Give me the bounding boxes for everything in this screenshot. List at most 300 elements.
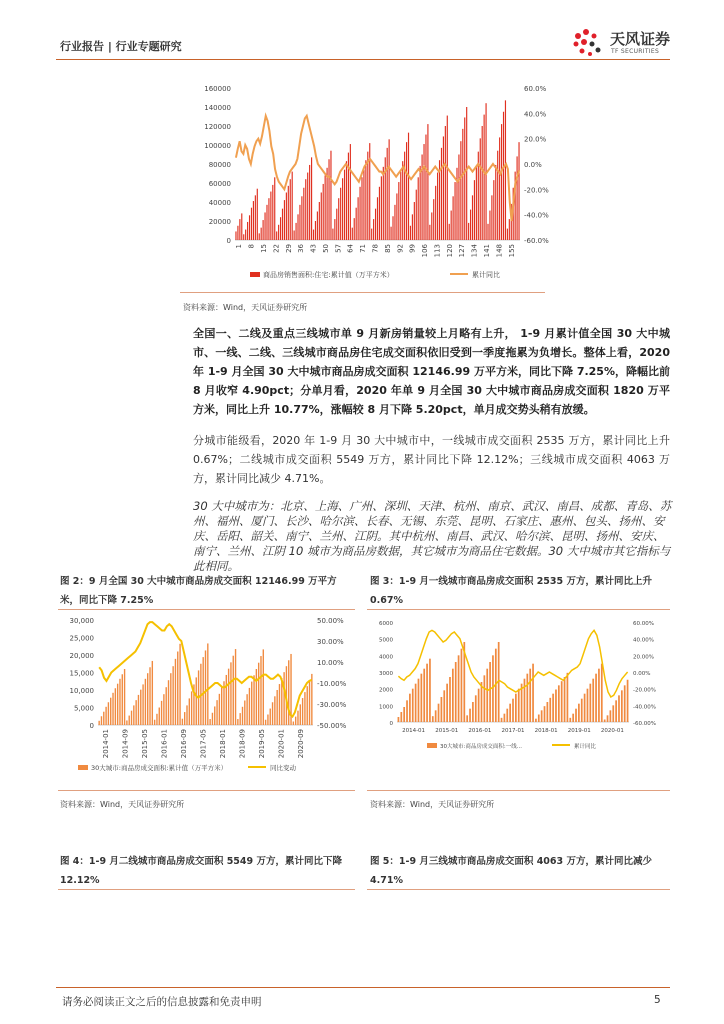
bar	[299, 205, 300, 240]
fig2-top-line	[58, 609, 355, 610]
bar	[263, 220, 264, 240]
bar	[409, 694, 411, 722]
y-left-tick-label: 15,000	[69, 669, 94, 678]
x-tick-label: 113	[433, 244, 442, 258]
fig2-title: 图 2：9 月全国 30 大中城市商品房成交面积 12146.99 万平方米，同比下降 7.25%	[60, 576, 337, 606]
bar	[481, 682, 483, 722]
fig3-bottom-line	[367, 790, 670, 791]
fig3-top-line	[367, 609, 670, 610]
fig4-title: 图 4：1-9 月二线城市商品房成交面积 5549 万方，累计同比下降 12.12%	[60, 856, 342, 886]
bar	[311, 157, 312, 240]
y-right-tick-label: 0.00%	[633, 671, 651, 677]
bar	[601, 664, 603, 722]
x-tick-label: 64	[346, 244, 355, 253]
legend-bar-label: 商品房销售面积:住宅:累计值（万平方米）	[263, 271, 394, 279]
bar	[482, 126, 483, 240]
bar	[472, 702, 474, 722]
bar	[342, 178, 343, 240]
bar	[487, 224, 488, 240]
bar	[246, 694, 247, 725]
bar	[371, 229, 372, 240]
bar	[470, 210, 471, 240]
bar	[303, 188, 304, 240]
x-tick-label: 2014-01	[101, 729, 110, 759]
bar	[484, 675, 486, 722]
bar	[367, 152, 368, 240]
chart1-source: 资料来源：Wind，天风证券研究所	[183, 303, 308, 312]
bar	[282, 209, 283, 240]
x-tick-label: 2016-01	[160, 729, 169, 759]
bar	[509, 704, 511, 722]
bar	[418, 679, 420, 722]
y-left-tick-label: 3000	[379, 671, 393, 677]
x-tick-label: 2020-09	[297, 729, 306, 759]
bar	[315, 221, 316, 240]
bar	[140, 690, 141, 725]
bar	[126, 720, 127, 725]
bar	[354, 218, 355, 240]
header-title: 行业报告 | 行业专题研究	[60, 40, 182, 53]
legend-bar-swatch	[78, 765, 88, 770]
bar	[101, 716, 102, 725]
y-left-tick-label: 0	[89, 722, 94, 730]
x-tick-label: 2018-01	[219, 729, 228, 759]
bar	[311, 674, 312, 725]
paragraph-1	[193, 324, 670, 419]
bar	[400, 172, 401, 240]
bar	[449, 677, 451, 722]
y-right-tick-label: 20.00%	[633, 654, 654, 661]
bar	[455, 662, 457, 722]
y-right-tick-label: -60.00%	[633, 721, 656, 727]
bar	[235, 231, 236, 240]
bar	[108, 702, 109, 725]
bar	[578, 704, 580, 722]
bar	[212, 713, 213, 725]
bar	[297, 214, 298, 240]
bar	[117, 684, 118, 725]
bar	[352, 228, 353, 240]
bar	[263, 649, 264, 725]
bar	[319, 202, 320, 240]
y-left-tick-label: 25,000	[69, 634, 94, 643]
bar	[129, 716, 130, 725]
bar	[122, 674, 123, 725]
bar	[466, 107, 467, 240]
bar	[475, 695, 477, 722]
bar	[418, 177, 419, 240]
bar	[515, 694, 517, 722]
bar	[624, 685, 626, 722]
bar	[138, 695, 139, 725]
bar	[429, 225, 430, 240]
y-left-tick-label: 100000	[204, 142, 231, 150]
bar	[404, 152, 405, 240]
bar	[499, 137, 500, 240]
y-left-tick-label: 80000	[208, 161, 231, 169]
bar	[154, 720, 155, 725]
bar	[149, 667, 150, 725]
bar	[489, 662, 491, 722]
bar	[239, 713, 240, 725]
x-tick-label: 85	[383, 244, 392, 253]
x-tick-label: 2017-01	[501, 728, 525, 734]
bar	[168, 680, 169, 725]
bar	[214, 706, 215, 725]
bar	[414, 202, 415, 240]
x-tick-label: 2017-05	[199, 729, 208, 759]
fig2-source: 资料来源：Wind，天风证券研究所	[60, 800, 185, 809]
bar	[295, 717, 296, 725]
bar	[274, 177, 275, 240]
y-left-tick-label: 0	[389, 721, 393, 727]
bar	[258, 663, 259, 725]
bar	[230, 662, 231, 725]
x-tick-label: 29	[284, 244, 293, 253]
bar	[462, 129, 463, 240]
bar	[226, 675, 227, 725]
bar	[241, 213, 242, 240]
bar	[272, 185, 273, 240]
bar	[98, 721, 99, 725]
bar	[429, 659, 431, 722]
bar	[412, 689, 414, 722]
bar	[177, 652, 178, 726]
bar	[253, 675, 254, 725]
bar	[410, 226, 411, 240]
bar	[458, 155, 459, 241]
bar	[423, 669, 425, 722]
bar	[406, 700, 408, 722]
bar	[558, 685, 560, 722]
bar	[493, 180, 494, 240]
bar	[295, 223, 296, 240]
bar	[233, 656, 234, 725]
bar	[156, 714, 157, 725]
bar	[604, 720, 606, 723]
bar	[383, 167, 384, 240]
bar	[443, 136, 444, 240]
bar	[607, 715, 609, 722]
bar	[412, 214, 413, 240]
bar	[526, 674, 528, 722]
bar	[280, 217, 281, 240]
bar	[478, 689, 480, 722]
bar	[431, 212, 432, 240]
y-right-tick-label: 50.00%	[317, 617, 344, 625]
bar	[304, 692, 305, 725]
bar	[564, 677, 566, 722]
bar	[598, 669, 600, 722]
bar	[186, 705, 187, 725]
bar	[283, 672, 284, 725]
y-left-tick-label: 10,000	[69, 687, 94, 695]
bar	[294, 231, 295, 241]
x-tick-label: 2014-01	[402, 728, 426, 734]
y-right-tick-label: -40.0%	[524, 211, 549, 220]
bar	[464, 117, 465, 240]
bar	[179, 644, 180, 725]
bar	[300, 704, 301, 725]
x-tick-label: 78	[371, 244, 380, 253]
bar	[175, 659, 176, 725]
bar	[506, 709, 508, 722]
bar	[350, 144, 351, 240]
bar	[589, 684, 591, 722]
bar	[244, 701, 245, 726]
y-right-tick-label: 0.0%	[524, 161, 542, 169]
bar	[189, 698, 190, 725]
bar	[390, 227, 391, 240]
bar	[363, 169, 364, 240]
bar	[518, 689, 520, 722]
bar	[159, 708, 160, 726]
footer-disclaimer: 请务必阅读正文之后的信息披露和免责申明	[62, 996, 262, 1008]
bar	[124, 669, 125, 725]
page-number: 5	[654, 994, 661, 1006]
bar	[453, 196, 454, 240]
bar	[497, 151, 498, 240]
y-right-tick-label: -40.00%	[633, 704, 656, 711]
bar	[270, 192, 271, 240]
bar	[572, 714, 574, 722]
y-left-tick-label: 4000	[379, 654, 393, 661]
bar	[359, 187, 360, 240]
bar	[486, 669, 488, 722]
header-divider	[56, 59, 670, 60]
x-tick-label: 1	[235, 244, 244, 249]
bar	[288, 186, 289, 240]
y-right-tick-label: -50.00%	[317, 722, 347, 730]
bar	[243, 234, 244, 240]
bar	[432, 716, 434, 722]
bar	[437, 173, 438, 240]
bar	[400, 712, 402, 722]
legend-line-label: 累计同比	[472, 271, 500, 279]
bar	[253, 201, 254, 240]
bar	[242, 707, 243, 725]
bar	[305, 179, 306, 240]
bar	[286, 193, 287, 241]
bar	[435, 186, 436, 240]
bar	[147, 673, 148, 725]
x-tick-label: 2016-01	[468, 728, 492, 734]
bar	[172, 666, 173, 725]
legend-bar-label: 30大城市:商品房成交面积:一线...	[440, 744, 522, 750]
bar	[569, 718, 571, 722]
bar	[184, 712, 185, 725]
bar	[627, 680, 629, 722]
legend-bar-swatch	[250, 272, 260, 277]
bar	[476, 166, 477, 240]
bar	[332, 229, 333, 240]
bar	[456, 168, 457, 240]
bar	[538, 715, 540, 723]
bar	[245, 230, 246, 240]
x-tick-label: 2016-09	[179, 729, 188, 759]
bar	[105, 707, 106, 725]
y-right-tick-label: -60.0%	[524, 237, 549, 245]
bar	[321, 193, 322, 241]
bar	[379, 187, 380, 240]
bar	[449, 224, 450, 240]
bar	[288, 660, 289, 725]
x-tick-label: 2015-05	[140, 729, 149, 759]
bar	[251, 208, 252, 240]
bar	[307, 173, 308, 240]
bar	[389, 139, 390, 240]
x-tick-label: 2020-01	[600, 728, 624, 734]
bar	[325, 175, 326, 240]
bar	[373, 219, 374, 240]
bar	[584, 694, 586, 722]
x-tick-label: 2015-01	[435, 728, 459, 734]
bar	[445, 126, 446, 240]
y-left-tick-label: 6000	[379, 621, 393, 627]
bar	[501, 718, 503, 722]
bar	[216, 700, 217, 725]
bar	[142, 684, 143, 725]
bar	[406, 142, 407, 240]
x-tick-label: 155	[507, 244, 516, 258]
bar	[587, 689, 589, 722]
bar	[270, 709, 271, 725]
x-tick-label: 99	[408, 244, 417, 253]
bar	[131, 711, 132, 725]
fig4-top-line	[58, 889, 355, 890]
y-right-tick-label: -10.00%	[317, 680, 347, 688]
footer-divider	[56, 987, 670, 988]
bar	[235, 649, 236, 725]
x-tick-label: 22	[272, 244, 281, 253]
bar	[426, 664, 428, 722]
bar	[267, 715, 268, 726]
y-left-tick-label: 0	[226, 237, 231, 245]
bar	[503, 112, 504, 240]
y-right-tick-label: -20.00%	[633, 687, 656, 694]
x-tick-label: 134	[470, 244, 479, 258]
bar	[495, 165, 496, 240]
bar	[621, 690, 623, 722]
bar	[274, 696, 275, 725]
y-right-tick-label: 60.0%	[524, 85, 547, 93]
bar	[492, 655, 494, 722]
bar	[408, 133, 409, 240]
x-tick-label: 15	[259, 244, 268, 253]
x-tick-label: 57	[334, 244, 343, 253]
logo-icon	[568, 26, 608, 60]
x-tick-label: 120	[445, 244, 454, 258]
bar	[182, 719, 183, 725]
x-tick-label: 148	[495, 244, 504, 258]
paragraph-3: 30 大中城市为：北京、上海、广州、深圳、天津、杭州、南京、武汉、南昌、成都、青岛、苏州、福州、厦门、长沙、哈尔滨、长春、无锡、东莞、昆明、石家庄、惠州、包头、扬州、安庆、岳阳、韶关、南宁、兰州、江阴。其中杭州、南昌、武汉、哈尔滨、昆明、扬州、安庆、南宁、兰州、江阴 10 城市为商品房数据，其它城市为商品住宅数据。30 大中城市其它指标与此相同。	[193, 499, 672, 573]
bar	[532, 664, 534, 722]
chart-3-tier1-cities	[367, 612, 670, 757]
bar	[249, 215, 250, 240]
x-tick-label: 2018-09	[238, 729, 247, 759]
bar	[544, 706, 546, 722]
bar	[365, 160, 366, 240]
bar	[346, 161, 347, 240]
bar	[387, 148, 388, 240]
bar	[427, 124, 428, 240]
x-tick-label: 2019-01	[567, 728, 591, 734]
bar	[207, 643, 208, 725]
y-left-tick-label: 120000	[204, 123, 231, 131]
bar	[161, 701, 162, 725]
bar	[489, 211, 490, 240]
bar	[265, 720, 266, 725]
bar	[555, 690, 557, 723]
bar	[398, 182, 399, 240]
bar	[447, 116, 448, 240]
bar	[313, 230, 314, 240]
x-tick-label: 2019-05	[258, 729, 267, 759]
bar	[256, 669, 257, 725]
bar	[358, 197, 359, 240]
x-tick-label: 2014-09	[121, 729, 130, 759]
y-left-tick-label: 20,000	[69, 652, 94, 660]
bar	[133, 705, 134, 725]
bar	[247, 222, 248, 240]
bar	[549, 698, 551, 722]
bar	[323, 184, 324, 240]
bar	[375, 209, 376, 240]
bar	[592, 679, 594, 722]
bar	[278, 225, 279, 240]
bar	[264, 212, 265, 240]
bar	[468, 223, 469, 240]
bar	[255, 195, 256, 240]
bar	[420, 674, 422, 722]
bar	[302, 698, 303, 725]
bar	[441, 697, 443, 722]
paragraph-2: 分城市能级看，2020 年 1-9 月 30 大中城市中，一线城市成交面积 2535 万方，累计同比上升 0.67%；二线城市成交面积 5549 万方，累计同比下降 12.12%；三线城市成交面积 4063 万方，累计同比减少 4.71%。	[193, 434, 670, 485]
x-tick-label: 92	[396, 244, 405, 253]
bar	[221, 688, 222, 725]
bar	[415, 684, 417, 722]
bar	[338, 198, 339, 240]
y-left-tick-label: 20000	[208, 218, 231, 226]
bar	[396, 193, 397, 240]
bar	[309, 165, 310, 240]
bar	[425, 135, 426, 240]
bar	[103, 712, 104, 725]
bar	[259, 233, 260, 240]
bar	[507, 229, 508, 240]
bar	[392, 216, 393, 240]
bar	[145, 679, 146, 725]
bar	[423, 144, 424, 240]
y-left-tick-label: 5000	[379, 637, 393, 644]
y-right-tick-label: 60.00%	[633, 621, 654, 627]
bar	[170, 673, 171, 725]
bar	[272, 702, 273, 725]
y-right-tick-label: 40.00%	[633, 637, 654, 644]
bar	[561, 681, 563, 722]
chart1-source-line	[180, 292, 545, 293]
bar	[484, 115, 485, 240]
fig3-source: 资料来源：Wind，天风证券研究所	[370, 800, 495, 809]
bar	[249, 688, 250, 725]
y-left-tick-label: 140000	[204, 104, 231, 112]
x-tick-label: 106	[421, 244, 430, 258]
bar	[290, 179, 291, 240]
bar	[205, 650, 206, 725]
bar	[276, 690, 277, 725]
bar	[292, 172, 293, 240]
bar	[461, 649, 463, 722]
